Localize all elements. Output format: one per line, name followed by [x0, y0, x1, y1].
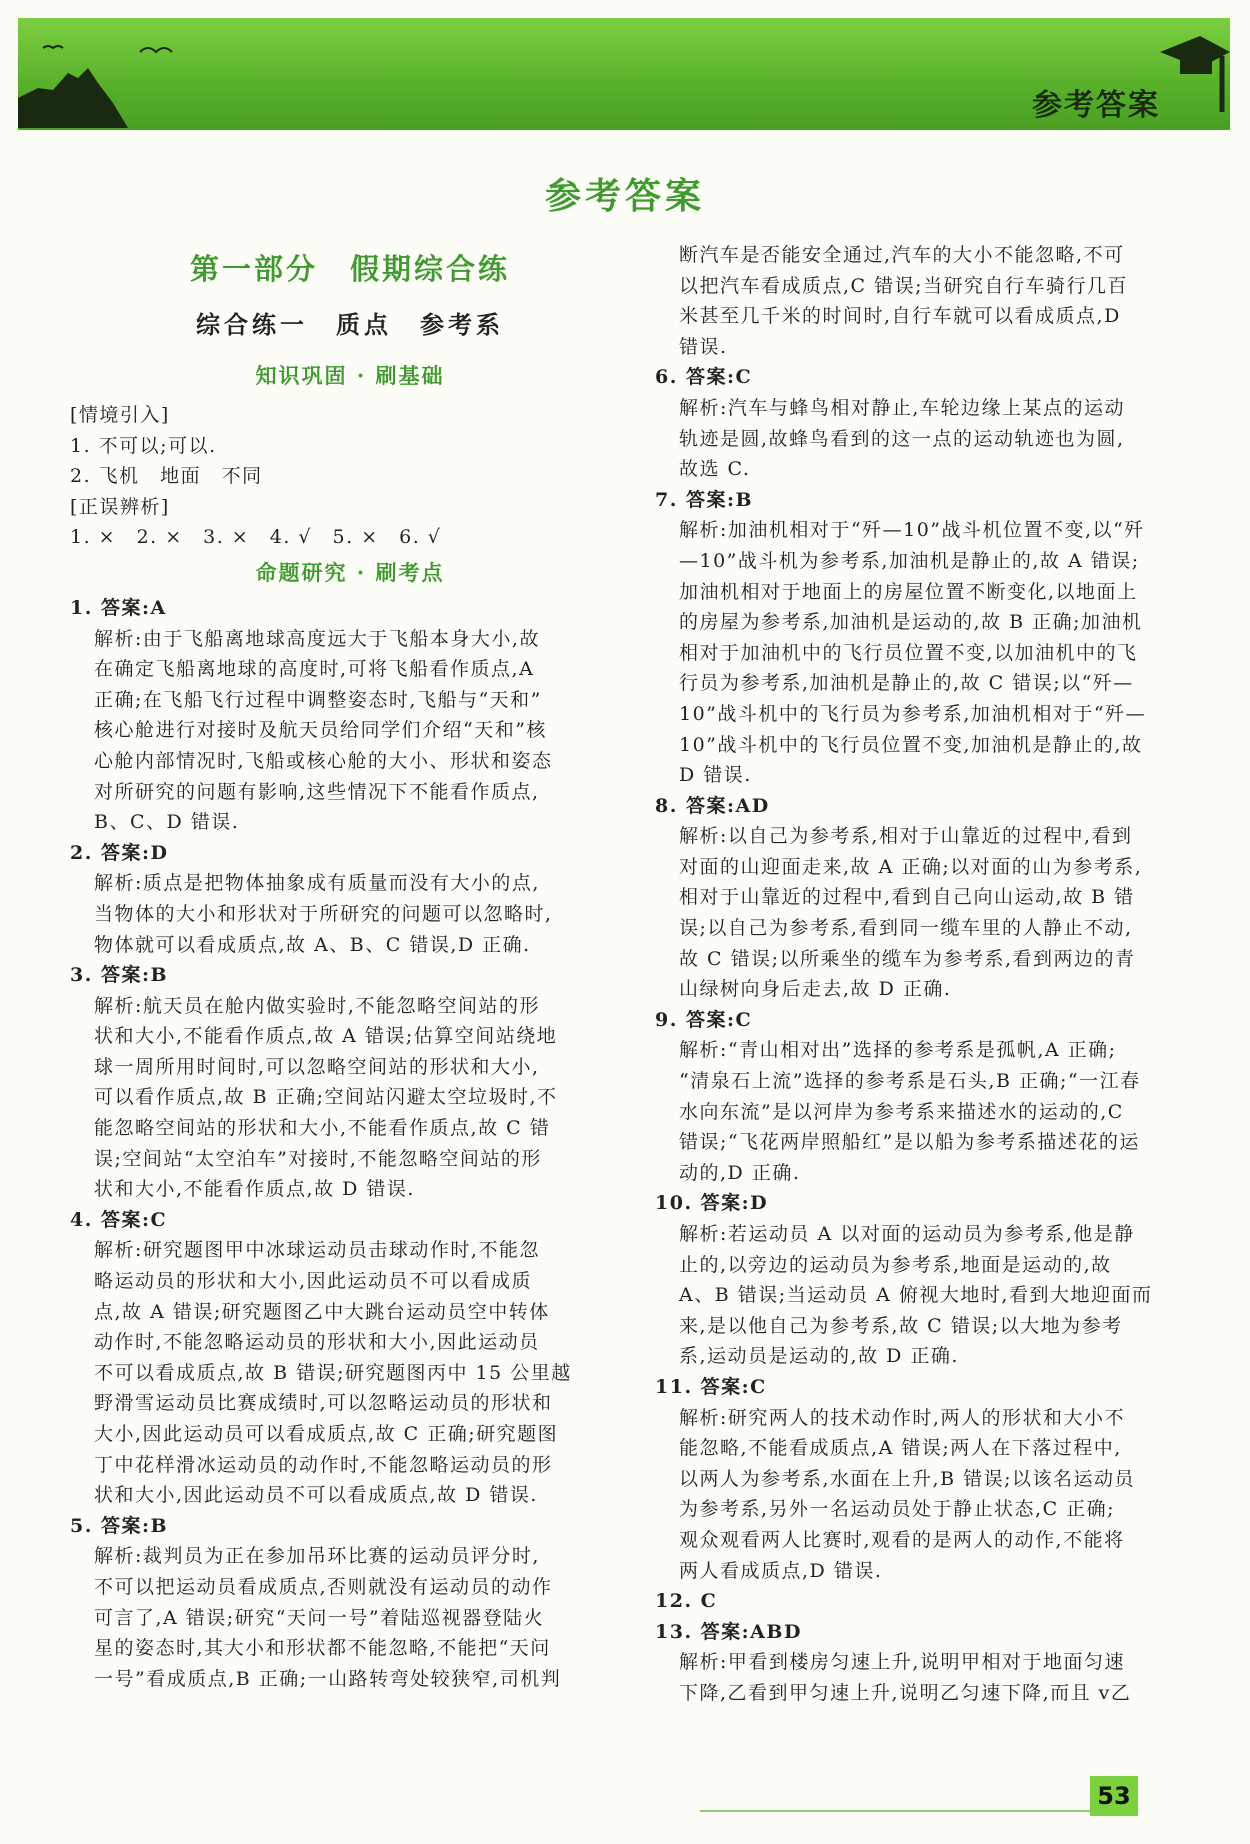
- explanation-line: 心舱内部情况时,飞船或核心舱的大小、形状和姿态: [94, 749, 553, 772]
- bird-icon: [138, 40, 178, 60]
- explanation-line: 相对于山靠近的过程中,看到自己向山运动,故 B 错: [679, 886, 1135, 909]
- explanation-line: A、B 错误;当运动员 A 俯视大地时,看到大地迎面而: [679, 1284, 1153, 1307]
- answer-key-line: 3. 答案:B: [70, 964, 169, 987]
- answer-line: 2. 飞机 地面 不同: [70, 465, 263, 488]
- explanation-line: 解析:汽车与蜂鸟相对静止,车轮边缘上某点的运动: [679, 396, 1125, 419]
- answer-key-line: 10. 答案:D: [655, 1192, 769, 1215]
- judge-line: 1. × 2. × 3. × 4. √ 5. × 6. √: [70, 526, 442, 549]
- explanation-line: 解析:“青山相对出”选择的参考系是孤帆,A 正确;: [679, 1039, 1117, 1062]
- explanation-line: 故选 C.: [679, 458, 751, 481]
- lesson-title: 综合练一 质点 参考系: [196, 310, 504, 339]
- part-title: 第一部分 假期综合练: [189, 252, 510, 286]
- explanation-line: 解析:质点是把物体抽象成有质量而没有大小的点,: [94, 872, 540, 895]
- tag-label: [情境引入]: [70, 404, 170, 426]
- answer-line: 1. 不可以;可以.: [70, 434, 217, 457]
- explanation-line: 山绿树向身后走去,故 D 正确.: [679, 978, 952, 1001]
- explanation-line: 当物体的大小和形状对于所研究的问题可以忽略时,: [94, 902, 553, 925]
- explanation-line: 两人看成质点,D 错误.: [679, 1559, 883, 1582]
- explanation-line: 对所研究的问题有影响,这些情况下不能看作质点,: [94, 780, 540, 803]
- explanation-line: 10”战斗机中的飞行员为参考系,加油机相对于“歼—: [679, 702, 1147, 725]
- explanation-line: 球一周所用时间时,可以忽略空间站的形状和大小,: [94, 1055, 540, 1078]
- graduation-cap-icon: [1160, 32, 1230, 112]
- explanation-line: 不可以把运动员看成质点,否则就没有运动员的动作: [94, 1575, 553, 1598]
- explanation-line: 解析:以自己为参考系,相对于山靠近的过程中,看到: [679, 825, 1133, 848]
- right-column: [655, 240, 1215, 1709]
- explanation-line: 解析:研究题图甲中冰球运动员击球动作时,不能忽: [94, 1239, 540, 1262]
- explanation-line: 不可以看成质点,故 B 错误;研究题图丙中 15 公里越: [94, 1361, 572, 1384]
- explanation-line: 水向东流”是以河岸为参考系来描述水的运动的,C: [679, 1100, 1124, 1123]
- explanation-line: 能忽略空间站的形状和大小,不能看作质点,故 C 错: [94, 1117, 551, 1140]
- explanation-line: 略运动员的形状和大小,因此运动员不可以看成质: [94, 1270, 533, 1293]
- banner-title: 参考答案: [1032, 88, 1160, 123]
- explanation-line: D 错误.: [679, 764, 752, 787]
- explanation-line: 解析:研究两人的技术动作时,两人的形状和大小不: [679, 1406, 1125, 1429]
- answer-key-line: 2. 答案:D: [70, 841, 169, 864]
- explanation-line: 断汽车是否能安全通过,汽车的大小不能忽略,不可: [679, 244, 1125, 266]
- explanation-line: 止的,以旁边的运动员为参考系,地面是运动的,故: [679, 1253, 1112, 1276]
- page-title: 参考答案: [544, 175, 705, 217]
- explanation-line: 状和大小,不能看作质点,故 A 错误;估算空间站绕地: [94, 1025, 558, 1048]
- header-banner: [18, 18, 1230, 130]
- explanation-line: 加油机相对于地面上的房屋位置不断变化,以地面上: [679, 580, 1138, 603]
- explanation-line: 大小,因此运动员可以看成质点,故 C 正确;研究题图: [94, 1423, 559, 1445]
- explanation-line: 10”战斗机中的飞行员位置不变,加油机是静止的,故: [679, 733, 1143, 756]
- answer-key-line: 13. 答案:ABD: [655, 1620, 802, 1643]
- answer-key-line: 11. 答案:C: [655, 1375, 767, 1398]
- explanation-line: 相对于加油机中的飞行员位置不变,以加油机中的飞: [679, 641, 1138, 664]
- explanation-line: 解析:航天员在舱内做实验时,不能忽略空间站的形: [94, 994, 540, 1017]
- explanation-line: 一号”看成质点,B 正确;一山路转弯处较狭窄,司机判: [94, 1667, 562, 1690]
- explanation-line: 状和大小,因此运动员不可以看成质点,故 D 错误.: [94, 1484, 538, 1507]
- explanation-line: 解析:加油机相对于“歼—10”战斗机位置不变,以“歼: [679, 519, 1145, 542]
- explanation-line: 动的,D 正确.: [679, 1161, 801, 1184]
- explanation-line: 来,是以他自己为参考系,故 C 错误;以大地为参考: [679, 1314, 1123, 1337]
- explanation-line: 动作时,不能忽略运动员的形状和大小,因此运动员: [94, 1331, 540, 1354]
- explanation-line: 以两人为参考系,水面在上升,B 错误;以该名运动员: [679, 1467, 1135, 1490]
- answer-key-line: 6. 答案:C: [655, 366, 753, 389]
- explanation-line: “清泉石上流”选择的参考系是石头,B 正确;“一江春: [679, 1070, 1141, 1093]
- section-heading: 知识巩固 · 刷基础: [255, 363, 445, 388]
- explanation-line: 观众观看两人比赛时,观看的是两人的动作,不能将: [679, 1528, 1125, 1551]
- answer-key-line: 12. C: [655, 1590, 718, 1613]
- explanation-line: 解析:由于飞船离地球高度远大于飞船本身大小,故: [94, 627, 540, 650]
- explanation-line: 解析:甲看到楼房匀速上升,说明甲相对于地面匀速: [679, 1651, 1125, 1674]
- explanation-line: 野滑雪运动员比赛成绩时,可以忽略运动员的形状和: [94, 1392, 553, 1415]
- answer-list: [655, 240, 1215, 1709]
- explanation-line: 轨迹是圆,故蜂鸟看到的这一点的运动轨迹也为圆,: [679, 427, 1125, 450]
- left-column: [70, 240, 630, 1694]
- answer-key-line: 1. 答案:A: [70, 596, 167, 619]
- explanation-line: 核心舱进行对接时及航天员给同学们介绍“天和”核: [94, 719, 547, 742]
- silhouette-icon: [18, 28, 128, 128]
- explanation-line: 错误.: [679, 335, 728, 358]
- answer-list: [70, 593, 630, 1694]
- answer-key-line: 9. 答案:C: [655, 1008, 753, 1031]
- answer-key-line: 4. 答案:C: [70, 1208, 168, 1231]
- explanation-line: 能忽略,不能看成质点,A 错误;两人在下落过程中,: [679, 1437, 1122, 1460]
- answer-key-line: 7. 答案:B: [655, 488, 754, 511]
- explanation-line: 对面的山迎面走来,故 A 正确;以对面的山为参考系,: [679, 855, 1143, 878]
- explanation-line: 错误;“飞花两岸照船红”是以船为参考系描述花的运: [679, 1131, 1140, 1154]
- explanation-line: 以把汽车看成质点,C 错误;当研究自行车骑行几百: [679, 274, 1129, 297]
- explanation-line: 误;空间站“太空泊车”对接时,不能忽略空间站的形: [94, 1147, 542, 1170]
- explanation-line: 下降,乙看到甲匀速上升,说明乙匀速下降,而且 v乙: [679, 1681, 1132, 1704]
- explanation-line: 的房屋为参考系,加油机是运动的,故 B 正确;加油机: [679, 611, 1143, 634]
- explanation-line: 行员为参考系,加油机是静止的,故 C 错误;以“歼—: [679, 672, 1134, 695]
- explanation-line: 丁中花样滑冰运动员的动作时,不能忽略运动员的形: [94, 1453, 553, 1476]
- explanation-line: 可以看作质点,故 B 正确;空间站闪避太空垃圾时,不: [94, 1086, 558, 1109]
- explanation-line: 星的姿态时,其大小和形状都不能忽略,不能把“天问: [94, 1637, 551, 1660]
- explanation-line: 误;以自己为参考系,看到同一缆车里的人静止不动,: [679, 917, 1133, 940]
- answer-key-line: 5. 答案:B: [70, 1514, 169, 1537]
- explanation-line: 为参考系,另外一名运动员处于静止状态,C 正确;: [679, 1498, 1116, 1521]
- explanation-line: —10”战斗机为参考系,加油机是静止的,故 A 错误;: [679, 549, 1140, 572]
- explanation-line: 正确;在飞船飞行过程中调整姿态时,飞船与“天和”: [94, 688, 542, 711]
- explanation-line: 解析:若运动员 A 以对面的运动员为参考系,他是静: [679, 1223, 1135, 1245]
- explanation-line: 故 C 错误;以所乘坐的缆车为参考系,看到两边的青: [679, 947, 1136, 970]
- explanation-line: 物体就可以看成质点,故 A、B、C 错误,D 正确.: [94, 933, 531, 956]
- tag-label: [正误辨析]: [70, 495, 170, 518]
- section-heading: 命题研究 · 刷考点: [255, 559, 445, 585]
- explanation-line: 解析:裁判员为正在参加吊环比赛的运动员评分时,: [94, 1545, 540, 1568]
- explanation-line: 米甚至几千米的时间时,自行车就可以看成质点,D: [679, 305, 1121, 328]
- page-number: 53: [1090, 1776, 1138, 1816]
- footer-line: [700, 1810, 1100, 1812]
- explanation-line: 在确定飞船离地球的高度时,可将飞船看作质点,A: [94, 658, 535, 681]
- explanation-line: 系,运动员是运动的,故 D 正确.: [679, 1345, 959, 1368]
- explanation-line: 可言了,A 错误;研究“天问一号”着陆巡视器登陆火: [94, 1606, 545, 1629]
- explanation-line: 状和大小,不能看作质点,故 D 错误.: [94, 1178, 415, 1201]
- answer-key-line: 8. 答案:AD: [655, 794, 770, 817]
- explanation-line: 点,故 A 错误;研究题图乙中大跳台运动员空中转体: [94, 1300, 550, 1323]
- explanation-line: B、C、D 错误.: [94, 811, 240, 834]
